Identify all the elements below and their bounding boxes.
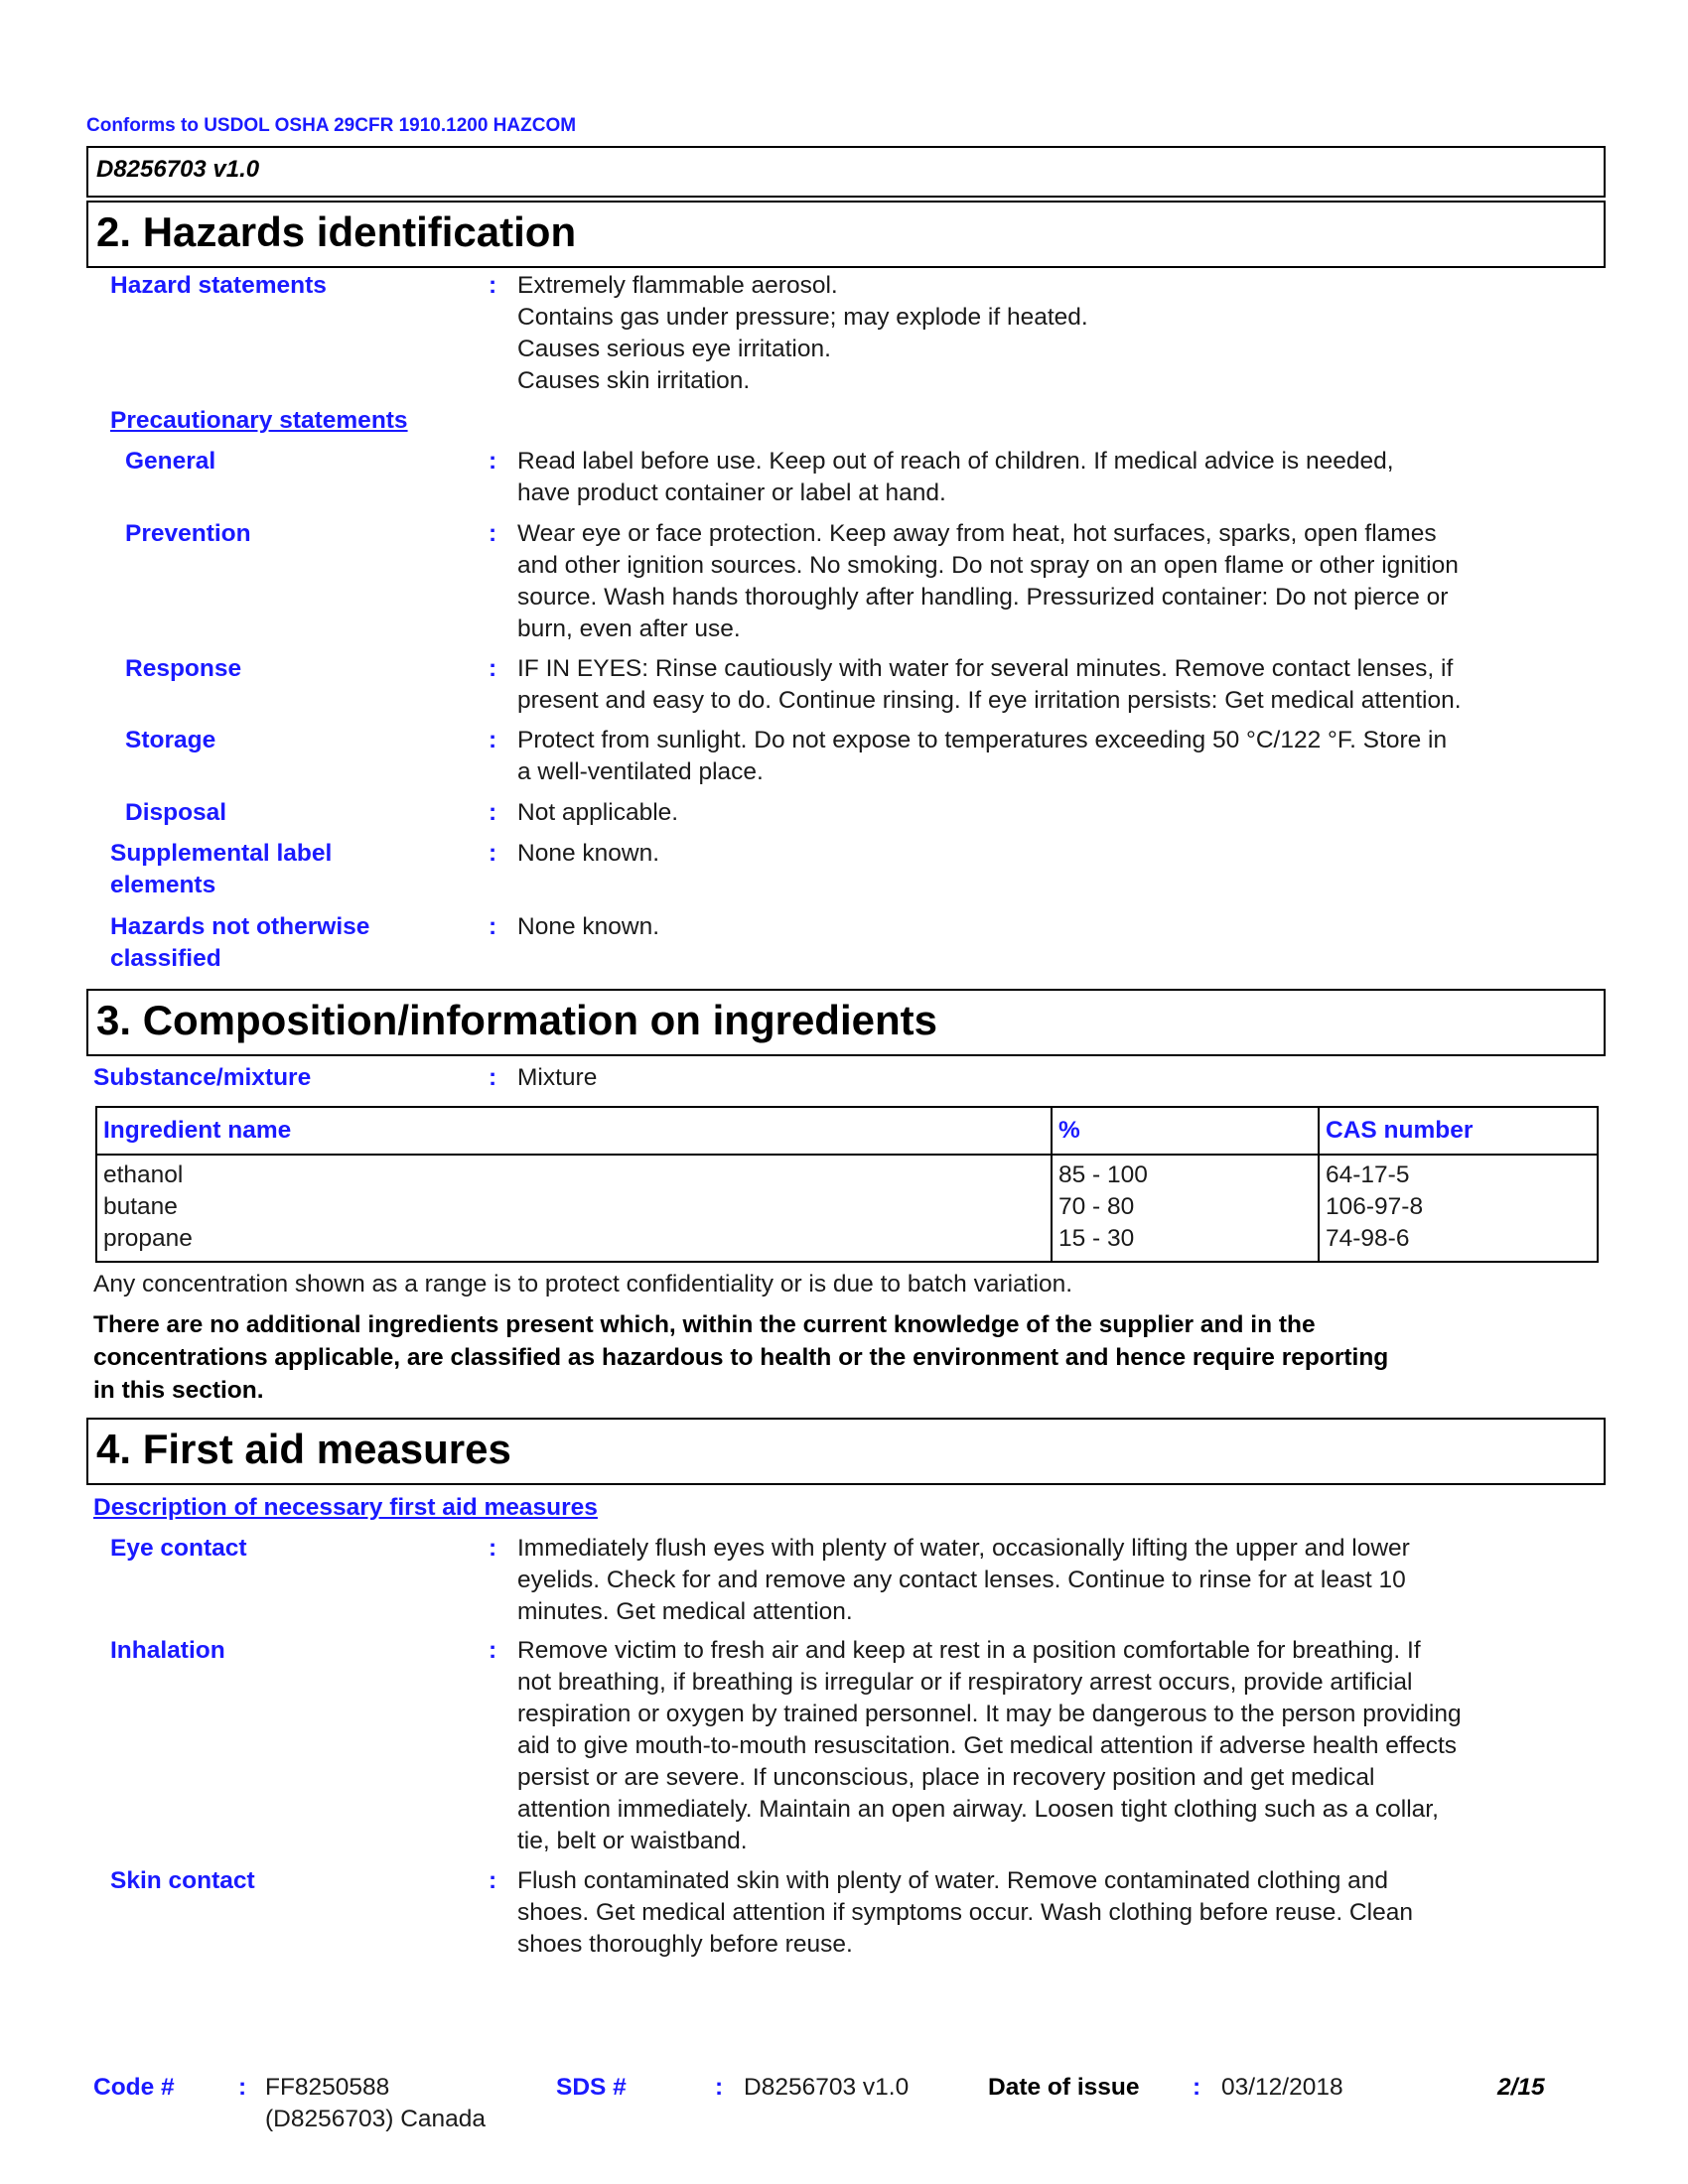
colon: :	[489, 1535, 497, 1562]
footer-date-label: Date of issue	[988, 2074, 1140, 2101]
field-label: Supplemental label elements	[110, 840, 333, 898]
field-label: Skin contact	[110, 1867, 255, 1894]
field-value: Immediately flush eyes with plenty of water, occasionally lifting the upper and lower eyelids. Check for and remove any contact lenses. Continue to rinse for at least 10 minutes. Get medical attention.	[517, 1535, 1410, 1625]
column-header: Ingredient name	[96, 1107, 1052, 1155]
field-label: Storage	[125, 727, 216, 753]
column-header: CAS number	[1319, 1107, 1598, 1155]
colon: :	[489, 448, 497, 475]
precautionary-statements-link[interactable]: Precautionary statements	[110, 407, 408, 434]
field-label: Response	[125, 655, 242, 682]
field-label: Prevention	[125, 520, 251, 547]
concentration-note: Any concentration shown as a range is to protect confidentiality or is due to batch variation.	[93, 1271, 1073, 1297]
colon: :	[489, 1637, 497, 1664]
colon: :	[489, 913, 497, 940]
table-header-row	[96, 1107, 1598, 1155]
document-id-box	[86, 146, 1606, 198]
field-value: None known.	[517, 913, 660, 940]
colon: :	[489, 655, 497, 682]
column-header: %	[1052, 1107, 1319, 1155]
ingredient-cas: 64-17-5 106-97-8 74-98-6	[1319, 1155, 1598, 1262]
footer-code-value: FF8250588 (D8256703) Canada	[265, 2074, 487, 2132]
ingredient-names: ethanol butane propane	[96, 1155, 1052, 1262]
colon: :	[489, 520, 497, 547]
document-id: D8256703 v1.0	[96, 156, 260, 183]
colon: :	[489, 799, 497, 826]
field-label: Inhalation	[110, 1637, 225, 1664]
section-title: 3. Composition/information on ingredients	[96, 997, 937, 1043]
colon: :	[489, 1867, 497, 1894]
field-value: Read label before use. Keep out of reach of children. If medical advice is needed, have product container or label at hand.	[517, 448, 1394, 506]
footer-code-label: Code #	[93, 2074, 175, 2101]
footer-date-value: 03/12/2018	[1221, 2074, 1343, 2101]
field-value: IF IN EYES: Rinse cautiously with water for several minutes. Remove contact lenses, if present and easy to do. Continue rinsing. If eye irritation persists: Get medical attention.	[517, 655, 1462, 714]
field-value: Not applicable.	[517, 799, 679, 826]
table-row	[96, 1155, 1598, 1262]
colon: :	[1193, 2074, 1201, 2101]
field-label: Eye contact	[110, 1535, 247, 1562]
field-value: None known.	[517, 840, 660, 867]
section-3-header	[86, 989, 1606, 1056]
field-value: Protect from sunlight. Do not expose to temperatures exceeding 50 °C/122 °F. Store in a well-ventilated place.	[517, 727, 1448, 785]
colon: :	[489, 272, 497, 299]
field-label: Substance/mixture	[93, 1064, 312, 1091]
field-value: Remove victim to fresh air and keep at rest in a position comfortable for breathing. If not breathing, if breathing is irregular or if respiratory arrest occurs, provide artificial respiration or oxygen by trained personnel. It may be dangerous to the person providing aid to give mouth-to-mouth resuscitation. Get medical attention if adverse health effects persist or are severe. If unconscious, place in recovery position and get medical attention immediately. Maintain an open airway. Loosen tight clothing such as a collar, tie, belt or waistband.	[517, 1637, 1462, 1854]
field-value: Extremely flammable aerosol. Contains gas under pressure; may explode if heated. Causes serious eye irritation. Causes skin irritation.	[517, 272, 1088, 394]
footer-sds-label: SDS #	[556, 2074, 627, 2101]
section-2-header	[86, 201, 1606, 268]
field-label: Hazard statements	[110, 272, 327, 299]
colon: :	[715, 2074, 724, 2101]
field-value: Mixture	[517, 1064, 598, 1091]
colon: :	[238, 2074, 247, 2101]
field-value: Wear eye or face protection. Keep away from heat, hot surfaces, sparks, open flames and other ignition sources. No smoking. Do not spray on an open flame or other ignition source. Wash hands thoroughly after handling. Pressurized container: Do not pierce or burn, even after use.	[517, 520, 1459, 642]
section-4-header	[86, 1418, 1606, 1485]
colon: :	[489, 727, 497, 753]
colon: :	[489, 1064, 497, 1091]
additional-ingredients-note: There are no additional ingredients present which, within the current knowledge of the supplier and in the concentrations applicable, are classified as hazardous to health or the environment and hence require reporting in this section.	[93, 1311, 1389, 1404]
field-label: Disposal	[125, 799, 227, 826]
first-aid-description-link[interactable]: Description of necessary first aid measures	[93, 1494, 598, 1521]
page-number: 2/15	[1497, 2074, 1545, 2101]
section-title: 2. Hazards identification	[96, 208, 577, 255]
field-label: General	[125, 448, 216, 475]
field-label: Hazards not otherwise classified	[110, 913, 370, 972]
ingredients-table	[95, 1106, 1599, 1263]
field-value: Flush contaminated skin with plenty of water. Remove contaminated clothing and shoes. Get medical attention if symptoms occur. Wash clothing before reuse. Clean shoes thoroughly before reuse.	[517, 1867, 1413, 1958]
colon: :	[489, 840, 497, 867]
conformance-note: Conforms to USDOL OSHA 29CFR 1910.1200 HAZCOM	[86, 115, 577, 136]
footer-sds-value: D8256703 v1.0	[744, 2074, 910, 2101]
section-title: 4. First aid measures	[96, 1426, 511, 1472]
ingredient-percents: 85 - 100 70 - 80 15 - 30	[1052, 1155, 1319, 1262]
